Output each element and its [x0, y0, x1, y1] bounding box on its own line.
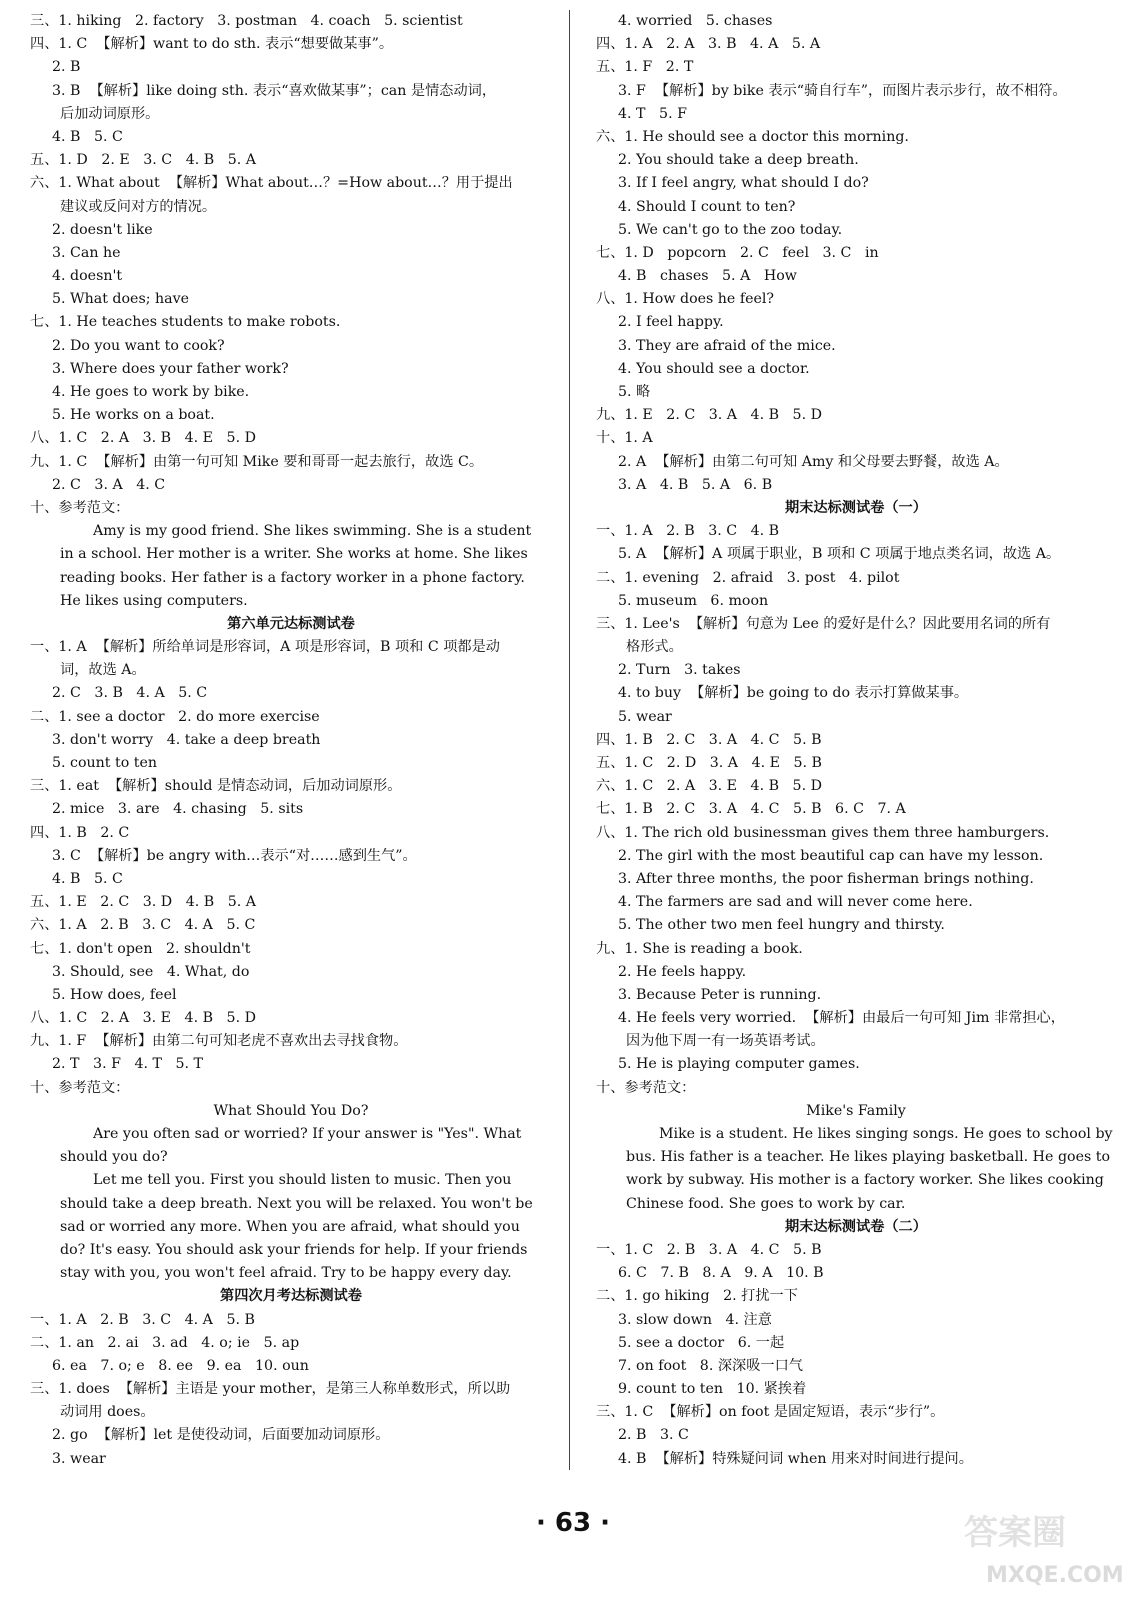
- answer-line: 十、参考范文：: [596, 1079, 696, 1096]
- answer-line: 3. Should, see 4. What, do: [52, 963, 250, 980]
- answer-line: bus. His father is a teacher. He likes playing basketball. He goes to: [626, 1149, 1111, 1166]
- answer-line: 一、1. A 2. B 3. C 4. B: [596, 523, 780, 540]
- answer-line: 三、1. eat 【解析】should 是情态动词，后加动词原形。: [30, 778, 402, 795]
- answer-line: 九、1. C 【解析】由第一句可知 Mike 要和哥哥一起去旅行，故选 C。: [30, 453, 484, 470]
- answer-line: 5. see a doctor 6. 一起: [618, 1334, 785, 1351]
- answer-line: 六、1. A 2. B 3. C 4. A 5. C: [30, 917, 256, 934]
- answer-line: reading books. Her father is a factory worker in a phone factory.: [60, 569, 525, 586]
- answer-line: in a school. Her mother is a writer. She works at home. She likes: [60, 546, 528, 563]
- answer-line: 三、1. Lee's 【解析】句意为 Lee 的爱好是什么？因此要用名词的所有: [596, 615, 1051, 632]
- answer-line: 十、1. A: [596, 430, 653, 447]
- answer-line: 3. Where does your father work?: [52, 360, 289, 377]
- answer-line: 五、1. E 2. C 3. D 4. B 5. A: [30, 894, 256, 911]
- answer-line: 4. worried 5. chases: [618, 13, 773, 29]
- answer-line: 建议或反问对方的情况。: [60, 198, 217, 215]
- right-column: [596, 10, 1116, 1471]
- answer-line: 2. B 3. C: [618, 1427, 689, 1444]
- answer-line: 九、1. F 【解析】由第二句可知老虎不喜欢出去寻找食物。: [30, 1033, 408, 1050]
- answer-line: 9. count to ten 10. 紧挨着: [618, 1381, 807, 1398]
- answer-line: 七、1. B 2. C 3. A 4. C 5. B 6. C 7. A: [596, 801, 906, 818]
- answer-line: 五、1. F 2. T: [596, 59, 694, 76]
- answer-line: 3. F 【解析】by bike 表示“骑自行车”，而图片表示步行，故不相符。: [618, 82, 1067, 99]
- section-title: 第六单元达标测试卷: [227, 615, 355, 632]
- answer-line: 四、1. B 2. C 3. A 4. C 5. B: [596, 731, 822, 748]
- answer-line: 三、1. C 【解析】on foot 是固定短语，表示“步行”。: [596, 1404, 945, 1421]
- answer-line: 3. If I feel angry, what should I do?: [618, 175, 869, 192]
- answer-line: 2. C 3. B 4. A 5. C: [52, 685, 208, 702]
- answer-line: 2. He feels happy.: [618, 963, 747, 980]
- column-divider: [569, 10, 570, 1470]
- answer-line: 一、1. A 【解析】所给单词是形容词，A 项是形容词，B 项和 C 项都是动: [30, 639, 500, 656]
- answer-line: 八、1. How does he feel?: [596, 291, 775, 308]
- answer-line: 七、1. He teaches students to make robots.: [30, 314, 341, 331]
- essay-title: Mike's Family: [806, 1102, 906, 1119]
- left-column: [30, 10, 552, 1471]
- essay-title: What Should You Do?: [213, 1102, 369, 1119]
- answer-line: 二、1. go hiking 2. 打扰一下: [596, 1288, 798, 1305]
- answer-line: 2. T 3. F 4. T 5. T: [52, 1056, 204, 1073]
- answer-line: 三、1. hiking 2. factory 3. postman 4. coach 5. scientist: [30, 13, 463, 29]
- answer-line: stay with you, you won't feel afraid. Try to be happy every day.: [60, 1265, 512, 1282]
- answer-line: work by subway. His mother is a factory worker. She likes cooking: [626, 1172, 1104, 1189]
- answer-line: 十、参考范文：: [30, 1079, 130, 1096]
- answer-line: 一、1. A 2. B 3. C 4. A 5. B: [30, 1311, 255, 1328]
- answer-line: do? It's easy. You should ask your friends for help. If your friends: [60, 1241, 528, 1258]
- watermark-logo: [956, 1504, 1136, 1594]
- answer-line: 三、1. does 【解析】主语是 your mother，是第三人称单数形式，所以助: [30, 1381, 511, 1398]
- answer-line: 5. He is playing computer games.: [618, 1056, 860, 1073]
- section-title: 期末达标测试卷（二）: [785, 1218, 927, 1235]
- answer-line: 六、1. C 2. A 3. E 4. B 5. D: [596, 778, 822, 795]
- answer-line: 七、1. D popcorn 2. C feel 3. C in: [596, 244, 879, 261]
- answer-line: 5. The other two men feel hungry and thirsty.: [618, 917, 945, 934]
- answer-line: 八、1. The rich old businessman gives them three hamburgers.: [596, 824, 1050, 841]
- answer-line: 6. C 7. B 8. A 9. A 10. B: [618, 1265, 824, 1282]
- answer-line: 5. 略: [618, 384, 651, 400]
- answer-line: 后加动词原形。: [60, 105, 160, 122]
- answer-line: 九、1. E 2. C 3. A 4. B 5. D: [596, 407, 822, 424]
- answer-line: 二、1. evening 2. afraid 3. post 4. pilot: [596, 569, 900, 586]
- answer-line: Let me tell you. First you should listen to music. Then you: [93, 1172, 512, 1189]
- answer-line: 5. count to ten: [52, 755, 158, 771]
- answer-line: 4. He feels very worried. 【解析】由最后一句可知 Jim 非常担心，: [618, 1010, 1065, 1027]
- answer-line: 2. The girl with the most beautiful cap can have my lesson.: [618, 847, 1044, 864]
- answer-line: 六、1. What about 【解析】What about…？=How about…？用于提出: [30, 175, 513, 192]
- answer-line: 3. Can he: [52, 244, 121, 261]
- answer-line: 5. What does; have: [52, 291, 190, 308]
- answer-line: should take a deep breath. Next you will be relaxed. You won't be: [60, 1195, 533, 1212]
- answer-line: 因为他下周一有一场英语考试。: [626, 1033, 825, 1050]
- answer-line: sad or worried any more. When you are afraid, what should you: [60, 1218, 520, 1235]
- answer-line: 2. You should take a deep breath.: [618, 152, 859, 169]
- watermark-url: MXQE.COM: [986, 1563, 1124, 1588]
- answer-line: 3. slow down 4. 注意: [618, 1311, 772, 1328]
- page-number: · 63 ·: [535, 1508, 611, 1538]
- answer-line: 一、1. C 2. B 3. A 4. C 5. B: [596, 1241, 822, 1258]
- answer-line: Amy is my good friend. She likes swimming. She is a student: [93, 523, 532, 540]
- answer-line: Mike is a student. He likes singing songs. He goes to school by: [659, 1126, 1113, 1142]
- answer-line: 6. ea 7. o; e 8. ee 9. ea 10. oun: [52, 1357, 309, 1374]
- answer-line: 2. B: [52, 59, 81, 76]
- answer-line: 4. T 5. F: [618, 105, 687, 122]
- answer-line: 4. B 【解析】特殊疑问词 when 用来对时间进行提问。: [618, 1450, 973, 1467]
- answer-line: 九、1. She is reading a book.: [596, 940, 803, 957]
- answer-line: 十、参考范文：: [30, 499, 130, 516]
- answer-line: 四、1. B 2. C: [30, 824, 130, 841]
- section-title: 第四次月考达标测试卷: [220, 1288, 362, 1305]
- answer-line: 5. wear: [618, 708, 672, 725]
- answer-line: 五、1. D 2. E 3. C 4. B 5. A: [30, 152, 256, 169]
- answer-line: 4. B 5. C: [52, 128, 123, 145]
- answer-line: Are you often sad or worried? If your answer is "Yes". What: [93, 1126, 522, 1142]
- answer-line: 3. A 4. B 5. A 6. B: [618, 476, 773, 493]
- answer-line: 2. mice 3. are 4. chasing 5. sits: [52, 801, 304, 818]
- section-title: 期末达标测试卷（一）: [785, 499, 927, 516]
- answer-line: 2. go 【解析】let 是使役动词，后面要加动词原形。: [52, 1427, 390, 1444]
- answer-line: 7. on foot 8. 深深吸一口气: [618, 1357, 803, 1374]
- answer-line: 二、1. an 2. ai 3. ad 4. o; ie 5. ap: [30, 1334, 300, 1351]
- answer-line: 二、1. see a doctor 2. do more exercise: [30, 708, 320, 725]
- answer-line: 5. A 【解析】A 项属于职业，B 项和 C 项属于地点类名词，故选 A。: [618, 546, 1061, 563]
- answer-line: 四、1. A 2. A 3. B 4. A 5. A: [596, 36, 821, 53]
- answer-line: 4. B 5. C: [52, 870, 123, 887]
- answer-line: 2. Turn 3. takes: [618, 662, 741, 679]
- answer-line: 格形式。: [626, 639, 683, 656]
- answer-line: 3. B 【解析】like doing sth. 表示“喜欢做某事”；can 是情态动词，: [52, 82, 497, 99]
- answer-line: 2. I feel happy.: [618, 314, 724, 331]
- answer-line: 4. B chases 5. A How: [618, 268, 797, 285]
- answer-line: 3. They are afraid of the mice.: [618, 337, 836, 354]
- answer-line: 3. wear: [52, 1450, 106, 1467]
- answer-line: 2. A 【解析】由第二句可知 Amy 和父母要去野餐，故选 A。: [618, 453, 1009, 470]
- answer-line: 2. doesn't like: [52, 221, 153, 238]
- answer-line: should you do?: [60, 1149, 168, 1166]
- answer-line: 5. He works on a boat.: [52, 407, 215, 424]
- answer-line: 六、1. He should see a doctor this morning.: [596, 128, 909, 145]
- answer-line: 4. You should see a doctor.: [618, 360, 810, 377]
- answer-line: 2. Do you want to cook?: [52, 337, 225, 354]
- answer-line: 4. The farmers are sad and will never come here.: [618, 894, 973, 911]
- answer-line: Chinese food. She goes to work by car.: [626, 1195, 906, 1212]
- answer-line: 5. How does, feel: [52, 986, 177, 1003]
- answer-line: 五、1. C 2. D 3. A 4. E 5. B: [596, 755, 822, 771]
- answer-line: 4. to buy 【解析】be going to do 表示打算做某事。: [618, 685, 969, 702]
- answer-line: 5. We can't go to the zoo today.: [618, 221, 843, 238]
- answer-line: 动词用 does。: [60, 1404, 155, 1421]
- answer-line: 2. C 3. A 4. C: [52, 476, 166, 493]
- answer-line: He likes using computers.: [60, 592, 248, 609]
- answer-line: 3. don't worry 4. take a deep breath: [52, 731, 321, 748]
- answer-line: 3. After three months, the poor fisherman brings nothing.: [618, 870, 1034, 887]
- answer-line: 四、1. C 【解析】want to do sth. 表示“想要做某事”。: [30, 36, 394, 53]
- answer-line: 5. museum 6. moon: [618, 592, 769, 609]
- answer-line: 八、1. C 2. A 3. B 4. E 5. D: [30, 430, 256, 447]
- answer-line: 3. Because Peter is running.: [618, 986, 822, 1003]
- answer-line: 3. C 【解析】be angry with…表示“对……感到生气”。: [52, 847, 417, 864]
- answer-line: 4. He goes to work by bike.: [52, 384, 250, 400]
- answer-line: 4. Should I count to ten?: [618, 198, 796, 215]
- answer-line: 词，故选 A。: [60, 662, 146, 679]
- answer-line: 4. doesn't: [52, 268, 123, 285]
- watermark-logo-text: 答案圈: [964, 1513, 1066, 1553]
- answer-line: 八、1. C 2. A 3. E 4. B 5. D: [30, 1010, 256, 1027]
- answer-line: 七、1. don't open 2. shouldn't: [30, 940, 251, 957]
